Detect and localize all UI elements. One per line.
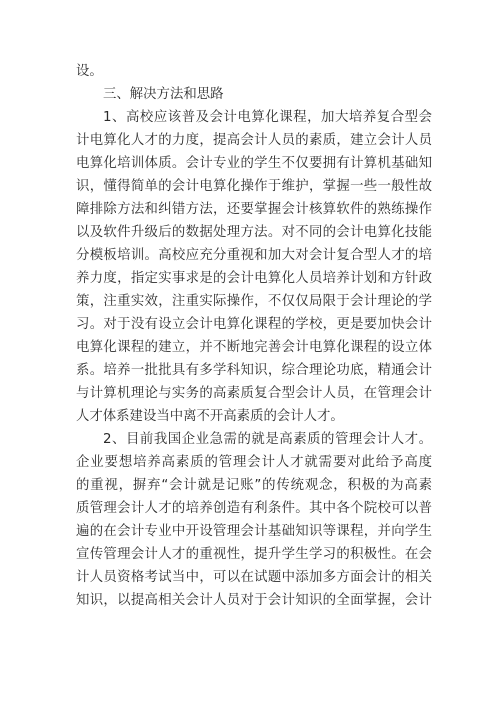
text-line: 人才体系建设当中离不开高素质的会计人才。 bbox=[76, 409, 344, 424]
text-line: 计人员资格考试当中，可以在试题中添加多方面会计的相关 bbox=[76, 570, 432, 585]
section-heading bbox=[76, 83, 432, 106]
text-line: 宣传管理会计人才的重视性，提升学生学习的积极性。在会 bbox=[76, 547, 432, 562]
text-line: 电算化课程的建立，并不断地完善会计电算化课程的设立体 bbox=[76, 340, 432, 355]
text-line: 企业要想培养高素质的管理会计人才就需要对此给予高度 bbox=[76, 455, 432, 470]
text-line: 的重视，摒弃“会计就是记账”的传统观念，积极的为高素 bbox=[76, 478, 432, 493]
text-line: 识，懂得简单的会计电算化操作于维护，掌握一些一般性故 bbox=[76, 179, 432, 194]
text-line: 设。 bbox=[76, 64, 103, 79]
paragraph-2 bbox=[76, 428, 432, 612]
text-line: 质管理会计人才的培养创造有利条件。其中各个院校可以普 bbox=[76, 501, 432, 516]
text-line: 策，注重实效，注重实际操作，不仅仅局限于会计理论的学 bbox=[76, 294, 432, 309]
text-line: 系。培养一批批具有多学科知识，综合理论功底，精通会计 bbox=[76, 363, 432, 378]
paragraph-continuation bbox=[76, 60, 432, 83]
paragraph-1 bbox=[76, 106, 432, 428]
text-line: 知识，以提高相关会计人员对于会计知识的全面掌握，会计 bbox=[76, 593, 432, 608]
heading-text: 三、解决方法和思路 bbox=[103, 87, 224, 102]
text-line: 与计算机理论与实务的高素质复合型会计人员，在管理会计 bbox=[76, 386, 432, 401]
text-line: 以及软件升级后的数据处理方法。对不同的会计电算化技能 bbox=[76, 225, 432, 240]
text-line: 养力度，指定实事求是的会计电算化人员培养计划和方针政 bbox=[76, 271, 432, 286]
text-line: 2、目前我国企业急需的就是高素质的管理会计人才。 bbox=[103, 432, 432, 447]
text-line: 电算化培训体质。会计专业的学生不仅要拥有计算机基础知 bbox=[76, 156, 432, 171]
text-line: 障排除方法和纠错方法，还要掌握会计核算软件的熟练操作 bbox=[76, 202, 432, 217]
text-line: 习。对于没有设立会计电算化课程的学校，更是要加快会计 bbox=[76, 317, 432, 332]
text-line: 计电算化人才的力度，提高会计人员的素质，建立会计人员 bbox=[76, 133, 432, 148]
text-line: 分模板培训。高校应充分重视和加大对会计复合型人才的培 bbox=[76, 248, 432, 263]
document-page bbox=[76, 60, 432, 612]
text-line: 遍的在会计专业中开设管理会计基础知识等课程，并向学生 bbox=[76, 524, 432, 539]
text-line: 1、高校应该普及会计电算化课程，加大培养复合型会 bbox=[103, 110, 432, 125]
